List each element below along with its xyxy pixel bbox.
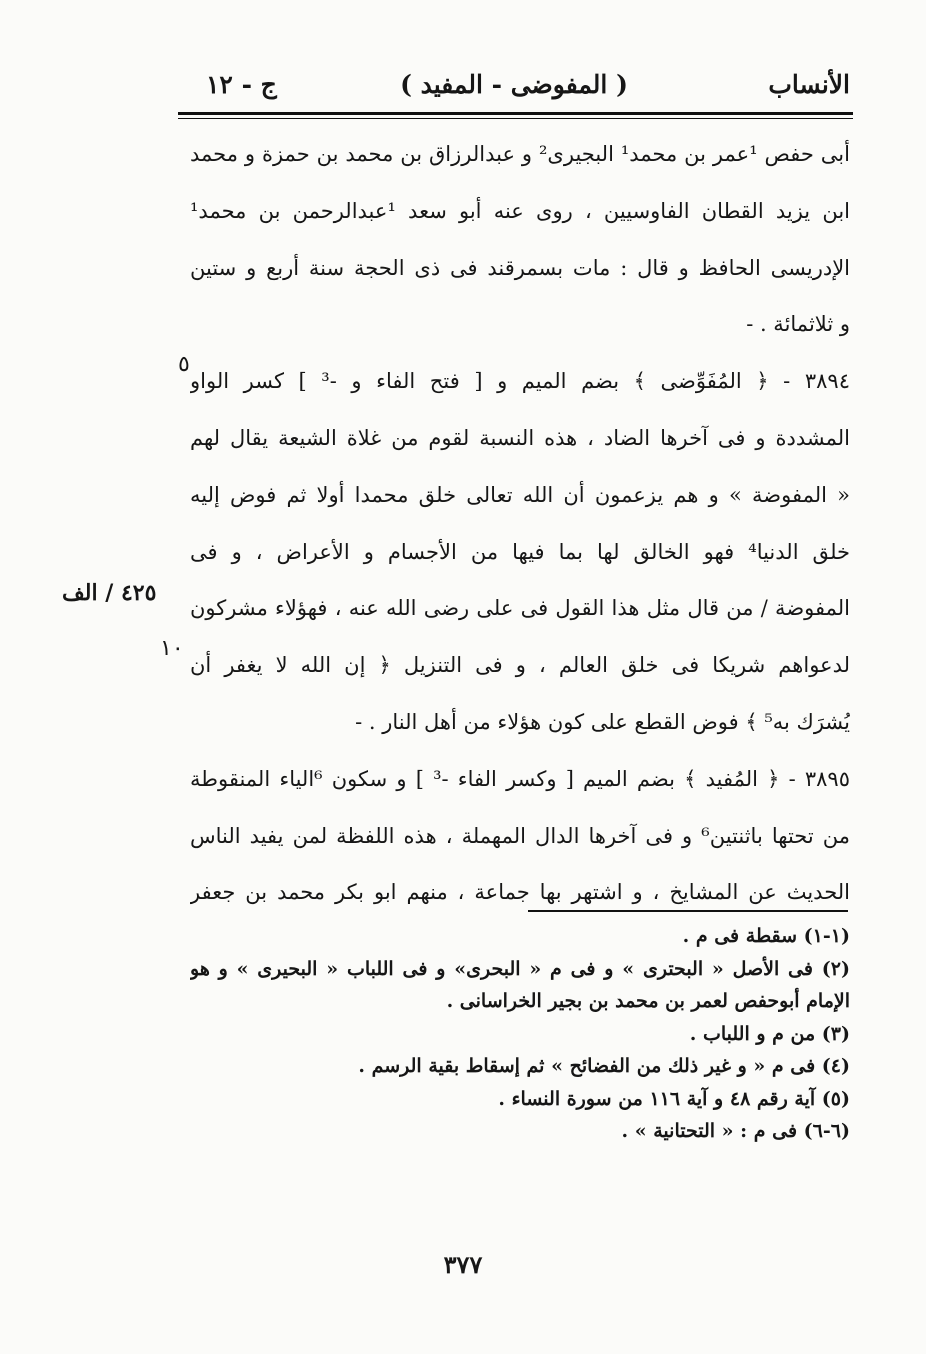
footnote: (٣) من م و اللباب .	[689, 1022, 850, 1045]
text-line: الإدريسى الحافظ و قال : مات بسمرقند فى ذى الحجة سنة أربع و ستين	[190, 255, 850, 280]
footnote: (٦-٦) فى م : « التحتانية » .	[621, 1120, 850, 1142]
footnote: (٥) آية رقم ٤٨ و آية ١١٦ من سورة النساء .	[498, 1087, 850, 1110]
header-book-title: الأنساب	[768, 70, 850, 99]
text-line: أبى حفص ¹عمر بن محمد¹ البجيرى² و عبدالرزاق بن محمد بن حمزة و محمد	[190, 142, 850, 166]
footnote: (١-١) سقطة فى م .	[682, 925, 850, 947]
text-line: ابن يزيد القطان الفاوسيين ، روى عنه أبو سعد ¹عبدالرحمن بن محمد¹	[190, 198, 850, 223]
main-text	[190, 126, 850, 921]
header-rule-thin	[178, 118, 853, 119]
text-line: يُشرَك به⁵ ﴾ فوض القطع على كون هؤلاء من أهل النار . -	[355, 709, 850, 734]
header-rule-thick	[178, 112, 853, 115]
entry-3894-heading: ٣٨٩٤ - ﴿ المُفَوِّضى ﴾ بضم الميم و [ فتح الفاء و -³ ] كسر الواو	[190, 369, 850, 394]
footnote-continuation: الإمام أبوحفص لعمر بن محمد بن بجير الخراسانى .	[446, 990, 850, 1012]
text-line: و ثلاثمائة . -	[746, 312, 850, 337]
margin-folio-marker: ٤٢٥ / الف	[62, 580, 157, 606]
footnote: (٢) فى الأصل « البحترى » و فى م « البحرى» و فى اللباب « البحيرى » و هو	[190, 957, 850, 980]
text-line: « المفوضة » و هم يزعمون أن الله تعالى خلق محمدا أولا ثم فوض إليه	[190, 482, 850, 507]
text-line: خلق الدنيا⁴ فهو الخالق لها بما فيها من الأجسام و الأعراض ، و فى	[190, 539, 850, 564]
text-line: المفوضة / من قال مثل هذا القول فى على رضى الله عنه ، فهؤلاء مشركون	[190, 596, 850, 621]
margin-line-number-5: ٥	[178, 352, 190, 377]
text-line: لدعواهم شريكا فى خلق العالم ، و فى التنزيل ﴿ إن الله لا يغفر أن	[190, 653, 850, 678]
entry-3895-heading: ٣٨٩٥ - ﴿ المُفيد ﴾ بضم الميم [ وكسر الفاء -³ ] و سكون ⁶الياء المنقوطة	[190, 766, 850, 791]
running-header	[178, 62, 850, 106]
text-line: المشددة و فى آخرها الضاد ، هذه النسبة لقوم من غلاة الشيعة يقال لهم	[190, 425, 850, 450]
text-line: الحديث عن المشايخ ، و اشتهر بها جماعة ، منهم ابو بكر محمد بن جعفر	[190, 880, 850, 905]
header-volume: ج - ١٢	[206, 70, 277, 99]
text-line: من تحتها باثنتين⁶ و فى آخرها الدال المهملة ، هذه اللفظة لمن يفيد الناس	[190, 823, 850, 848]
page-number: ٣٧٧	[443, 1250, 483, 1279]
margin-line-number-10: ١٠	[160, 636, 184, 661]
footnote: (٤) فى م « و غير ذلك من الفضائح » ثم إسقاط بقية الرسم .	[358, 1055, 850, 1077]
footnote-separator	[528, 910, 848, 912]
header-entries-range: ( المفوضى - المفيد )	[400, 70, 628, 99]
footnotes	[190, 920, 850, 1148]
